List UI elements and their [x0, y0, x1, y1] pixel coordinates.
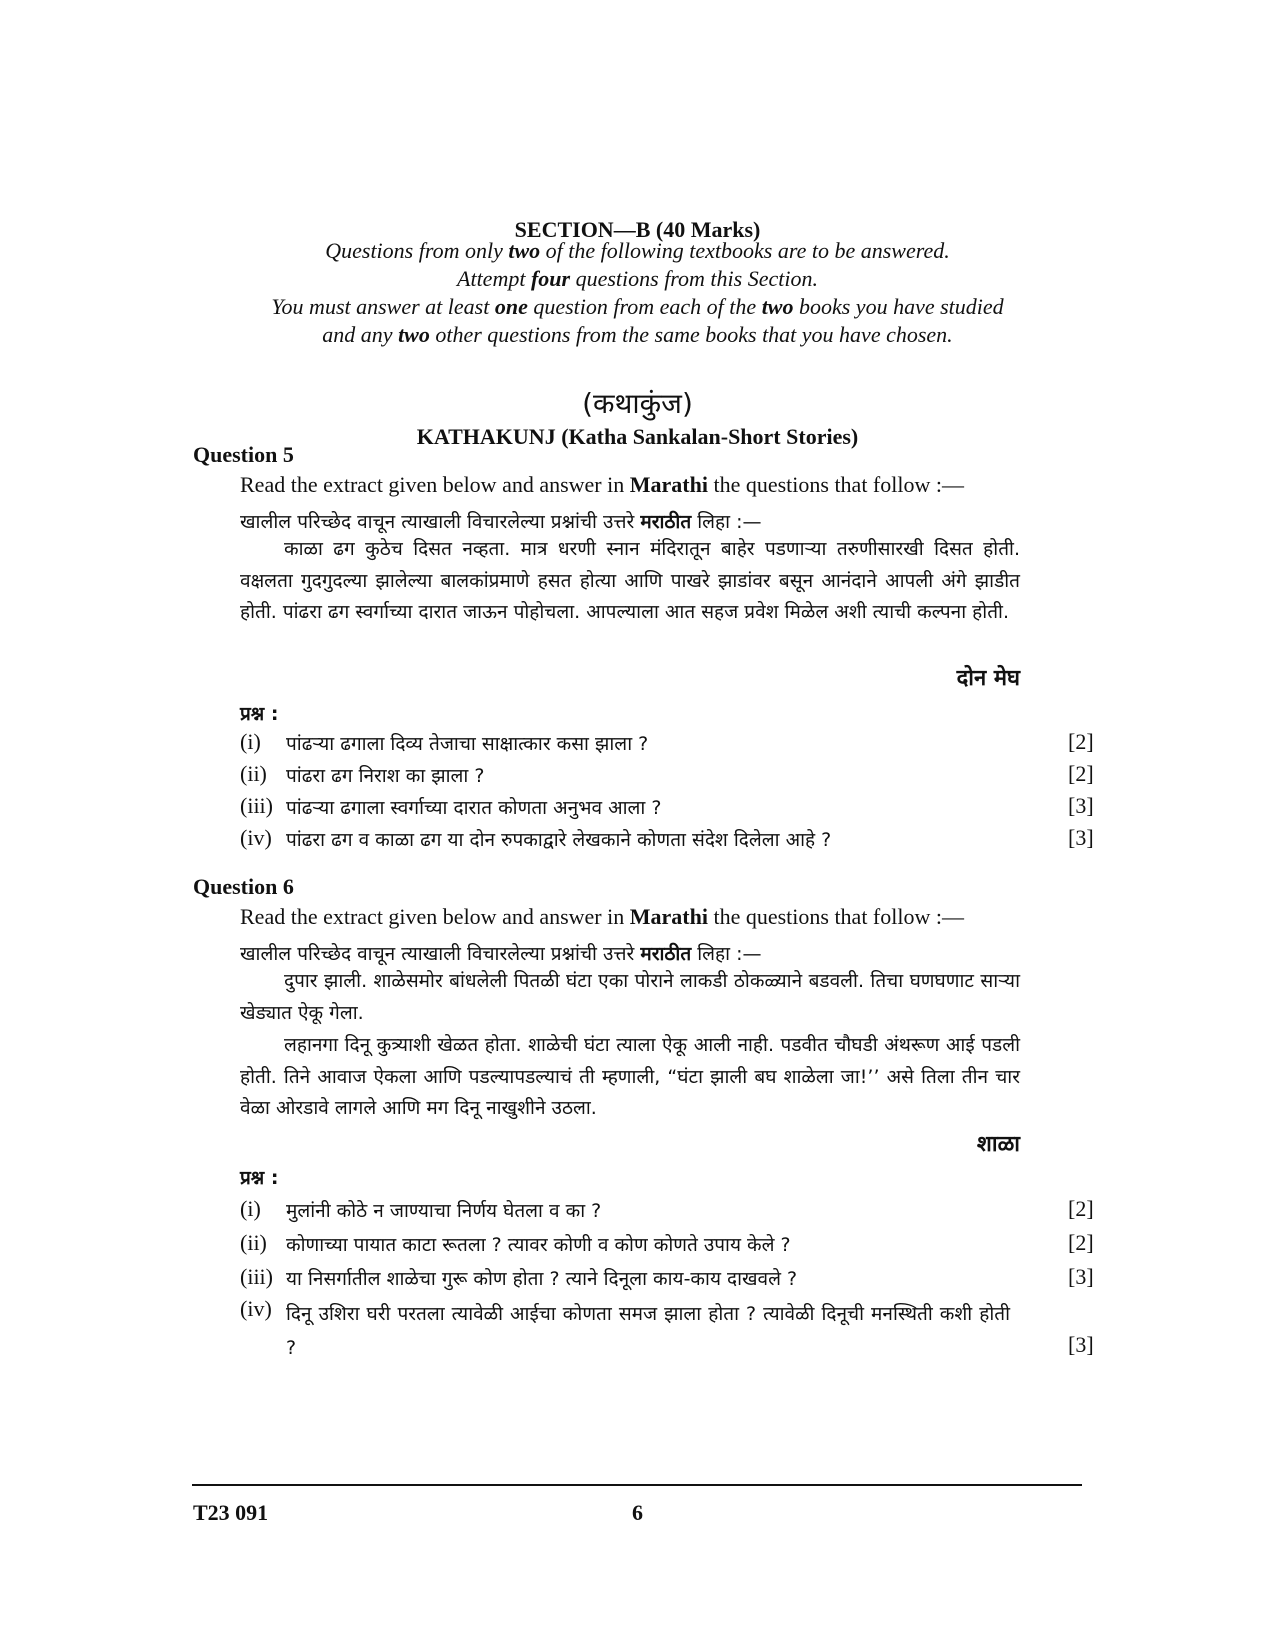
q5-item-2-number: (ii)	[240, 761, 267, 786]
q5-item-4-marks: [3]	[1068, 825, 1094, 850]
q6-item-3-text: या निसर्गातील शाळेचा गुरू कोण होता ? त्याने दिनूला काय-काय दाखवले ?	[286, 1268, 798, 1290]
footer-divider	[192, 1484, 1082, 1486]
question-6-extract-paragraph-2: लहानगा दिनू कुत्र्याशी खेळत होता. शाळेची घंटा त्याला ऐकू आली नाही. पडवीत चौघडी अंथरूण आई पडली होती. तिने आवाज ऐकला आणि पडल्यापडल्याचं ती म्हणाली, “घंटा झाली बघ शाळेला जा!’’ असे तिला तीन चार वेळा ओरडावे लागले आणि मग दिनू नाखुशीने उठला.	[240, 1034, 1020, 1119]
q6-item-2-number: (ii)	[240, 1230, 267, 1255]
q6-item-4-number: (iv)	[240, 1296, 272, 1321]
q6-item-4-marks: [3]	[1068, 1332, 1094, 1357]
q5-item-1-number: (i)	[240, 729, 261, 754]
q5-item-1-text: पांढऱ्या ढगाला दिव्य तेजाचा साक्षात्कार कसा झाला ?	[286, 733, 649, 755]
question-5-heading: Question 5	[193, 442, 294, 467]
question-5-extract: काळा ढग कुठेच दिसत नव्हता. मात्र धरणी स्नान मंदिरातून बाहेर पडणाऱ्या तरुणीसारखी दिसत होती. वक्षलता गुदगुदल्या झालेल्या बालकांप्रमाणे हसत होत्या आणि पाखरे झाडांवर बसून आनंदाने आपली अंगे झाडीत होती. पांढरा ढग स्वर्गाच्या दारात जाऊन पोहोचला. आपल्याला आत सहज प्रवेश मिळेल अशी त्याची कल्पना होती.	[240, 538, 1020, 623]
q6-item-2-text: कोणाच्या पायात काटा रूतला ? त्यावर कोणी व कोण कोणते उपाय केले ?	[286, 1234, 791, 1256]
question-6-story-name: शाळा	[976, 1132, 1020, 1157]
question-6-extract-paragraph-1: दुपार झाली. शाळेसमोर बांधलेली पितळी घंटा एका पोराने लाकडी ठोकळ्याने बडवली. तिचा घणघणाट साऱ्या खेड्यात ऐकू गेला.	[240, 970, 1020, 1024]
q6-item-2-marks: [2]	[1068, 1230, 1094, 1255]
book-title-marathi: (कथाकुंज)	[582, 387, 693, 420]
q5-item-3-text: पांढऱ्या ढगाला स्वर्गाच्या दारात कोणता अनुभव आला ?	[286, 797, 662, 819]
instruction-line-3: You must answer at least one question from each of the two books you have studied	[271, 294, 1004, 319]
q5-item-2-marks: [2]	[1068, 761, 1094, 786]
instruction-line-2: Attempt four questions from this Section.	[457, 266, 818, 291]
question-5-instruction-marathi: खालील परिच्छेद वाचून त्याखाली विचारलेल्या प्रश्नांची उत्तरे मराठीत लिहा :—	[240, 511, 762, 533]
question-6-prashna-label: प्रश्न :	[240, 1167, 279, 1189]
question-5-instruction-english: Read the extract given below and answer in Marathi the questions that follow :—	[240, 472, 964, 497]
instruction-line-4: and any two other questions from the same books that you have chosen.	[322, 322, 953, 347]
question-5-prashna-label: प्रश्न :	[240, 703, 279, 725]
q6-item-3-marks: [3]	[1068, 1264, 1094, 1289]
q5-item-3-number: (iii)	[240, 793, 273, 818]
q5-item-4-number: (iv)	[240, 825, 272, 850]
q6-item-1-marks: [2]	[1068, 1196, 1094, 1221]
q6-item-4-text: दिनू उशिरा घरी परतला त्यावेळी आईचा कोणता समज झाला होता ? त्यावेळी दिनूची मनस्थिती कशी होती ?	[286, 1303, 1010, 1359]
q6-item-1-number: (i)	[240, 1196, 261, 1221]
paper-code: T23 091	[193, 1500, 269, 1525]
section-title: SECTION—B (40 Marks)	[514, 217, 761, 242]
question-5-story-name: दोन मेघ	[956, 666, 1020, 691]
book-title-english: KATHAKUNJ (Katha Sankalan-Short Stories)	[416, 424, 859, 449]
question-6-instruction-english: Read the extract given below and answer in Marathi the questions that follow :—	[240, 904, 964, 929]
q6-item-3-number: (iii)	[240, 1264, 273, 1289]
q5-item-3-marks: [3]	[1068, 793, 1094, 818]
question-6-instruction-marathi: खालील परिच्छेद वाचून त्याखाली विचारलेल्या प्रश्नांची उत्तरे मराठीत लिहा :—	[240, 943, 762, 965]
q5-item-1-marks: [2]	[1068, 729, 1094, 754]
q6-item-1-text: मुलांनी कोठे न जाण्याचा निर्णय घेतला व का ?	[286, 1200, 602, 1222]
page-number: 6	[632, 1500, 643, 1525]
instruction-line-1: Questions from only two of the following textbooks are to be answered.	[325, 238, 950, 263]
q5-item-2-text: पांढरा ढग निराश का झाला ?	[286, 765, 485, 787]
q5-item-4-text: पांढरा ढग व काळा ढग या दोन रुपकाद्वारे लेखकाने कोणता संदेश दिलेला आहे ?	[286, 829, 832, 851]
question-6-heading: Question 6	[193, 874, 294, 899]
